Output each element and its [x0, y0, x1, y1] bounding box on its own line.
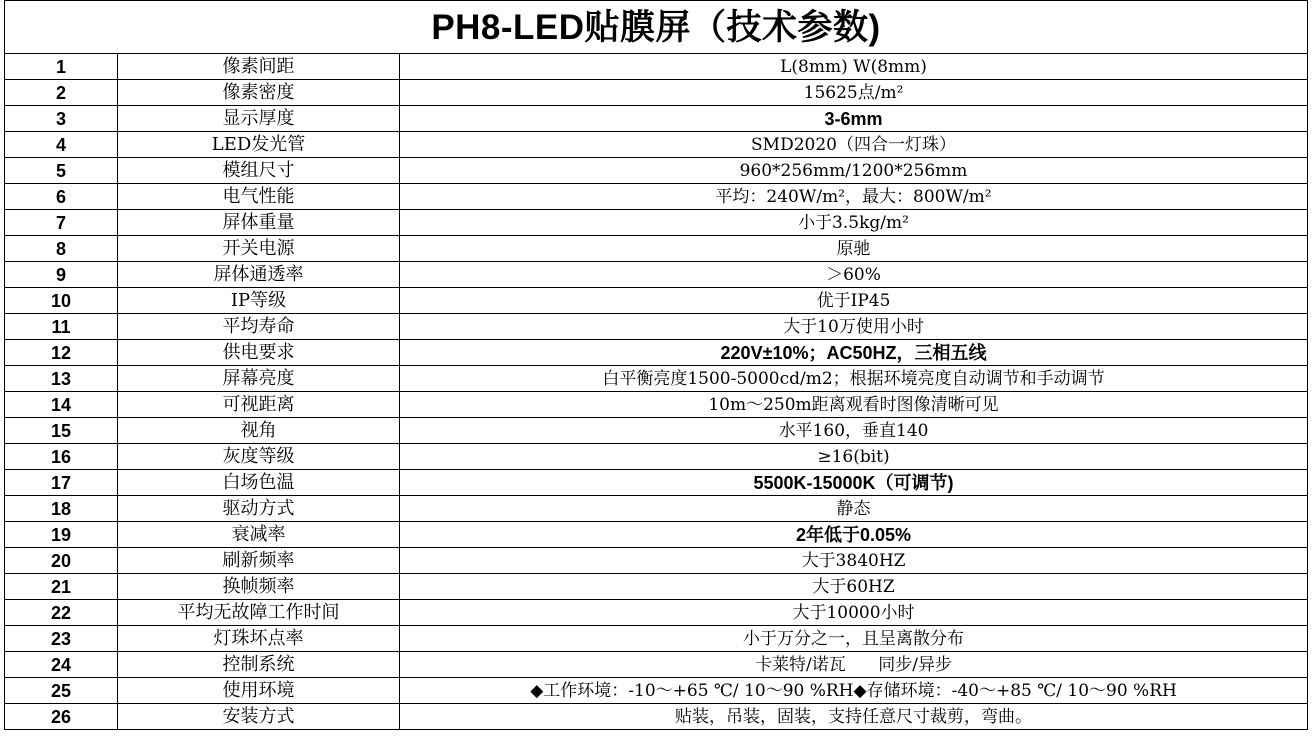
table-row [5, 652, 1308, 678]
parameter-value: 白平衡亮度1500-5000cd/m2；根据环境亮度自动调节和手动调节 [400, 366, 1308, 392]
parameter-value: 3-6mm [400, 106, 1308, 132]
row-number: 5 [5, 158, 118, 184]
row-number: 1 [5, 54, 118, 80]
table-row [5, 262, 1308, 288]
parameter-name: 电气性能 [118, 184, 400, 210]
parameter-name: 换帧频率 [118, 574, 400, 600]
parameter-name: 像素密度 [118, 80, 400, 106]
row-number: 3 [5, 106, 118, 132]
parameter-name: 平均寿命 [118, 314, 400, 340]
title-row [5, 1, 1308, 54]
table-row [5, 600, 1308, 626]
row-number: 21 [5, 574, 118, 600]
parameter-value: 2年低于0.05% [400, 522, 1308, 548]
row-number: 6 [5, 184, 118, 210]
parameter-value: ◆工作环境：-10～+65 ℃/ 10～90 %RH◆存储环境：-40～+85 ℃/ 10～90 %RH [400, 678, 1308, 704]
parameter-value: 大于10万使用小时 [400, 314, 1308, 340]
parameter-value: 原驰 [400, 236, 1308, 262]
parameter-name: 屏幕亮度 [118, 366, 400, 392]
table-row [5, 340, 1308, 366]
parameter-name: 刷新频率 [118, 548, 400, 574]
row-number: 19 [5, 522, 118, 548]
parameter-value: 小于万分之一，且呈离散分布 [400, 626, 1308, 652]
table-row [5, 366, 1308, 392]
parameter-name: 衰减率 [118, 522, 400, 548]
parameter-value: 小于3.5kg/m² [400, 210, 1308, 236]
table-row [5, 626, 1308, 652]
row-number: 20 [5, 548, 118, 574]
parameter-name: 可视距离 [118, 392, 400, 418]
parameter-value: ≥16(bit) [400, 444, 1308, 470]
parameter-value: 水平160，垂直140 [400, 418, 1308, 444]
parameter-name: 白场色温 [118, 470, 400, 496]
row-number: 4 [5, 132, 118, 158]
parameter-value: 优于IP45 [400, 288, 1308, 314]
parameter-value: SMD2020（四合一灯珠） [400, 132, 1308, 158]
parameter-name: LED发光管 [118, 132, 400, 158]
table-row [5, 80, 1308, 106]
parameter-value: 220V±10%；AC50HZ，三相五线 [400, 340, 1308, 366]
table-row [5, 184, 1308, 210]
table-row [5, 522, 1308, 548]
spec-sheet [4, 0, 1307, 753]
parameter-value: 平均：240W/m²，最大：800W/m² [400, 184, 1308, 210]
parameter-name: 控制系统 [118, 652, 400, 678]
row-number: 2 [5, 80, 118, 106]
parameter-name: 灯珠坏点率 [118, 626, 400, 652]
parameter-value: 960*256mm/1200*256mm [400, 158, 1308, 184]
row-number: 13 [5, 366, 118, 392]
table-row [5, 158, 1308, 184]
table-row [5, 418, 1308, 444]
row-number: 24 [5, 652, 118, 678]
row-number: 26 [5, 704, 118, 730]
table-row [5, 704, 1308, 730]
row-number: 18 [5, 496, 118, 522]
row-number: 12 [5, 340, 118, 366]
parameter-value: 卡莱特/诺瓦 同步/异步 [400, 652, 1308, 678]
parameter-name: IP等级 [118, 288, 400, 314]
parameter-name: 驱动方式 [118, 496, 400, 522]
row-number: 10 [5, 288, 118, 314]
row-number: 9 [5, 262, 118, 288]
parameter-value: 5500K-15000K（可调节) [400, 470, 1308, 496]
row-number: 8 [5, 236, 118, 262]
parameter-value: 10m～250m距离观看时图像清晰可见 [400, 392, 1308, 418]
table-row [5, 54, 1308, 80]
table-row [5, 574, 1308, 600]
row-number: 23 [5, 626, 118, 652]
table-row [5, 678, 1308, 704]
table-row [5, 288, 1308, 314]
row-number: 14 [5, 392, 118, 418]
parameter-name: 使用环境 [118, 678, 400, 704]
row-number: 15 [5, 418, 118, 444]
row-number: 25 [5, 678, 118, 704]
table-row [5, 548, 1308, 574]
table-row [5, 236, 1308, 262]
parameter-value: 大于3840HZ [400, 548, 1308, 574]
table-row [5, 132, 1308, 158]
row-number: 17 [5, 470, 118, 496]
parameter-name: 平均无故障工作时间 [118, 600, 400, 626]
parameter-name: 显示厚度 [118, 106, 400, 132]
parameter-name: 屏体重量 [118, 210, 400, 236]
parameter-value: 贴装，吊装，固装，支持任意尺寸裁剪，弯曲。 [400, 704, 1308, 730]
row-number: 22 [5, 600, 118, 626]
row-number: 11 [5, 314, 118, 340]
parameter-name: 像素间距 [118, 54, 400, 80]
parameter-name: 模组尺寸 [118, 158, 400, 184]
table-row [5, 444, 1308, 470]
table-row [5, 496, 1308, 522]
parameter-value: 大于60HZ [400, 574, 1308, 600]
table-row [5, 392, 1308, 418]
spec-table [4, 0, 1308, 730]
table-row [5, 314, 1308, 340]
parameter-name: 供电要求 [118, 340, 400, 366]
row-number: 16 [5, 444, 118, 470]
parameter-value: ＞60% [400, 262, 1308, 288]
table-row [5, 106, 1308, 132]
parameter-value: 15625点/m² [400, 80, 1308, 106]
table-row [5, 470, 1308, 496]
row-number: 7 [5, 210, 118, 236]
parameter-name: 安装方式 [118, 704, 400, 730]
sheet-title: PH8-LED贴膜屏（技术参数) [5, 1, 1308, 54]
table-row [5, 210, 1308, 236]
parameter-name: 灰度等级 [118, 444, 400, 470]
parameter-value: L(8mm) W(8mm) [400, 54, 1308, 80]
parameter-name: 屏体通透率 [118, 262, 400, 288]
parameter-value: 大于10000小时 [400, 600, 1308, 626]
parameter-value: 静态 [400, 496, 1308, 522]
parameter-name: 视角 [118, 418, 400, 444]
parameter-name: 开关电源 [118, 236, 400, 262]
